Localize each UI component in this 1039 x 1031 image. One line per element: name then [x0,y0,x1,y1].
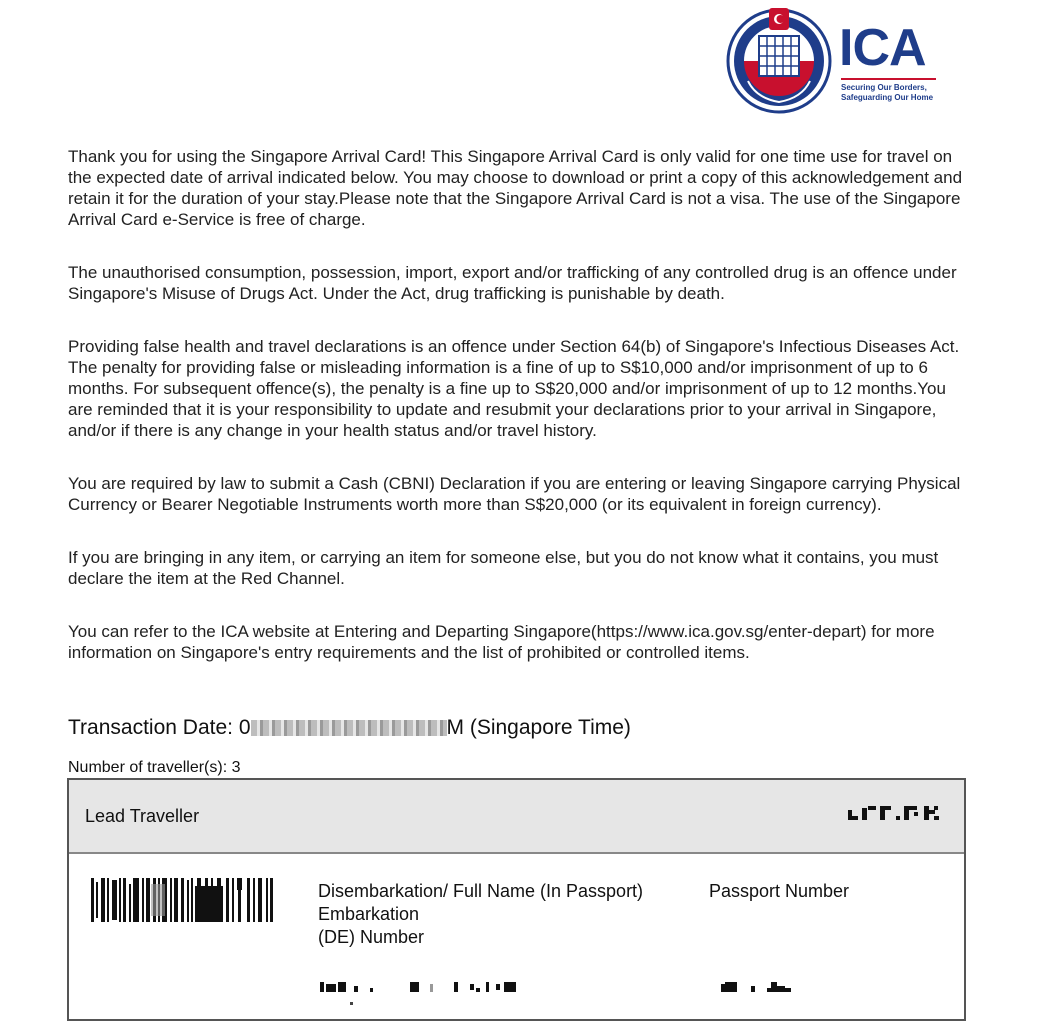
redacted-code [848,806,948,820]
redacted-timestamp [251,720,447,736]
de-number-header: Disembarkation/ Embarkation (DE) Number [318,881,449,947]
full-name-header: Full Name (In Passport) [453,881,644,901]
barcode-icon [91,878,273,922]
notice-paragraph: You are required by law to submit a Cash (CBNI) Declaration if you are entering or leaving Singapore carrying Physical Currency or Bearer Negotiable Instruments worth more than S$20,000 (or its equivalent in foreign currency). [68,474,961,514]
redacted-passport-number [721,982,811,996]
transaction-date-prefix: 0 [238,716,251,739]
transaction-date-label: Transaction Date: [68,716,239,739]
logo-divider [841,78,936,80]
notice-paragraph: Providing false health and travel declarations is an offence under Section 64(b) of Singapore's Infectious Diseases Act. The penalty for providing false or misleading information is a fine of up to S$10,000 and/or imprisonment of up to 6 months. For subsequent offence(s), the penalty is a fine up to S$20,000 and/or imprisonment of up to 12 months.You are reminded that it is your responsibility to update and resubmit your declarations prior to your arrival in Singapore, and/or if there is any change in your health status and/or travel history. [68,337,960,440]
notice-paragraph: If you are bringing in any item, or carrying an item for someone else, but you do not know what it contains, you must declare the item at the Red Channel. [68,548,939,588]
notice-paragraph: You can refer to the ICA website at Entering and Departing Singapore(https://www.ica.gov.sg/enter-depart) for more information on Singapore's entry requirements and the list of prohibited or controlled items. [68,622,935,662]
transaction-date [68,716,631,740]
logo-acronym: ICA [839,19,926,77]
traveller-count: Number of traveller(s): 3 [68,759,241,776]
ica-logo [726,6,941,116]
lead-traveller-card [67,778,966,1021]
notice-paragraphs [68,146,968,695]
logo-tagline: Securing Our Borders, Safeguarding Our Home [841,83,934,102]
card-header [69,780,964,854]
notice-paragraph: Thank you for using the Singapore Arrival Card! This Singapore Arrival Card is only valid for one time use for travel on the expected date of arrival indicated below. You may choose to download or print a copy of this acknowledgement and retain it for the duration of your stay.Please note that the Singapore Arrival Card is not a visa. The use of the Singapore Arrival Card e-Service is free of charge. [68,147,963,229]
lead-traveller-label: Lead Traveller [85,806,200,826]
notice-paragraph: The unauthorised consumption, possession, import, export and/or trafficking of any controlled drug is an offence under Singapore's Misuse of Drugs Act. Under the Act, drug trafficking is punishable by death. [68,263,957,303]
ica-seal-icon [726,6,832,114]
redacted-de-and-name [320,980,550,1010]
transaction-date-suffix: M (Singapore Time) [446,716,631,739]
passport-number-header: Passport Number [709,881,850,901]
